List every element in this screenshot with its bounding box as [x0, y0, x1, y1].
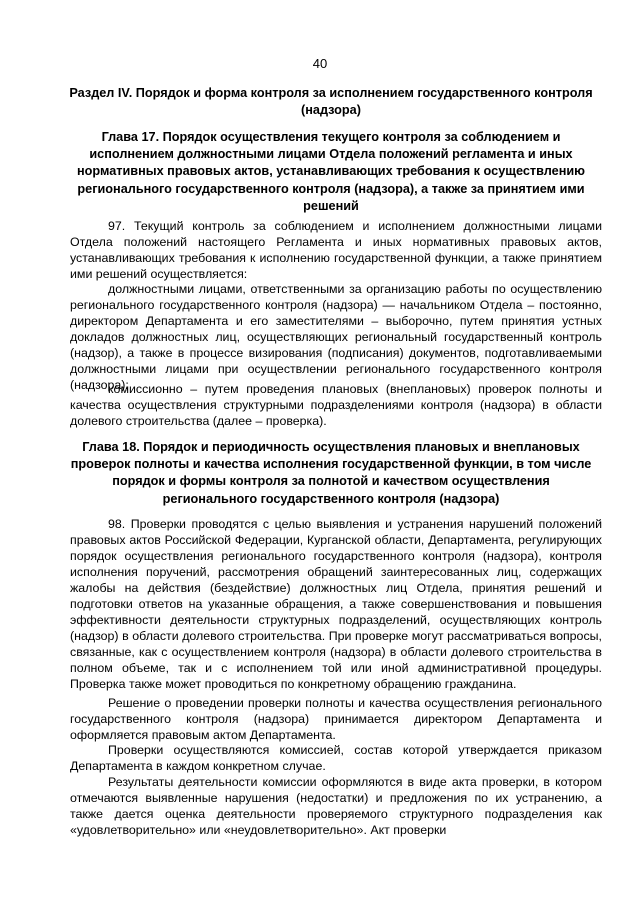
paragraph-decision: Решение о проведении проверки полноты и качества осуществления регионального государственного контроля (надзора) принимается директором Департамента и оформляется правовым актом Департамента.: [70, 696, 602, 742]
paragraph-97: 97. Текущий контроль за соблюдением и исполнением должностными лицами Отдела положений настоящего Регламента и иных нормативных правовых актов, устанавливающих требования к исполнению государственной функции, а также принятием ими решений осуществляется:: [70, 219, 602, 281]
paragraph-commission: Проверки осуществляются комиссией, состав которой утверждается приказом Департамента в каждом конкретном случае.: [70, 743, 602, 773]
section-heading: Раздел IV. Порядок и форма контроля за исполнением государственного контроля (надзора): [69, 86, 593, 118]
page-number: 40: [312, 56, 328, 71]
chapter-17-heading: Глава 17. Порядок осуществления текущего контроля за соблюдением и исполнением должностными лицами Отдела положений регламента и иных нормативных правовых актов, устанавливающих требования к осуществлению регионального государственного контроля (надзора), а также за принятием ими решений: [77, 130, 585, 213]
paragraph-results: Результаты деятельности комиссии оформляются в виде акта проверки, в котором отмечаются выявленные нарушения (недостатки) и предложения по их устранению, а также дается оценка деятельности проверяемого структурного подразделения как «удовлетворительно» или «неудовлетворительно». Акт проверки: [70, 775, 602, 837]
paragraph-98: 98. Проверки проводятся с целью выявления и устранения нарушений положений правовых актов Российской Федерации, Курганской области, Департамента, регулирующих порядок осуществления регионального государственного контроля (надзора), контроля исполнения поручений, рассмотрения обращений заинтересованных лиц, содержащих жалобы на действия (бездействие) должностных лиц Отдела, принятия решений и подготовки ответов на указанные обращения, а также совершенствования и повышения эффективности деятельности структурных подразделений, осуществляющих контроль (надзор) в области долевого строительства. При проверке могут рассматриваться вопросы, связанные, как с осуществлением контроля (надзора) в области долевого строительства в полном объеме, так и с исполнением той или иной административной процедуры. Проверка также может проводиться по конкретному обращению гражданина.: [70, 517, 602, 691]
chapter-18-heading: Глава 18. Порядок и периодичность осуществления плановых и внеплановых проверок полноты и качества исполнения государственной функции, в том числе порядок и формы контроля за полнотой и качеством осуществления регионального государственного контроля (надзора): [70, 440, 592, 506]
paragraph-97-officials: должностными лицами, ответственными за организацию работы по осуществлению регионального государственного контроля (надзора) — начальником Отдела – постоянно, директором Департамента и его заместителями – выборочно, путем принятия устных докладов должностных лиц, осуществляющих региональный государственный контроль (надзор), а также в процессе визирования (подписания) документов, подготавливаемыми должностными лицами при осуществлении регионального государственного контроля (надзора);: [70, 282, 602, 392]
paragraph-97-commission: комиссионно – путем проведения плановых (внеплановых) проверок полноты и качества осуществления структурными подразделениями контроля (надзора) в области долевого строительства (далее – проверка).: [70, 382, 602, 428]
